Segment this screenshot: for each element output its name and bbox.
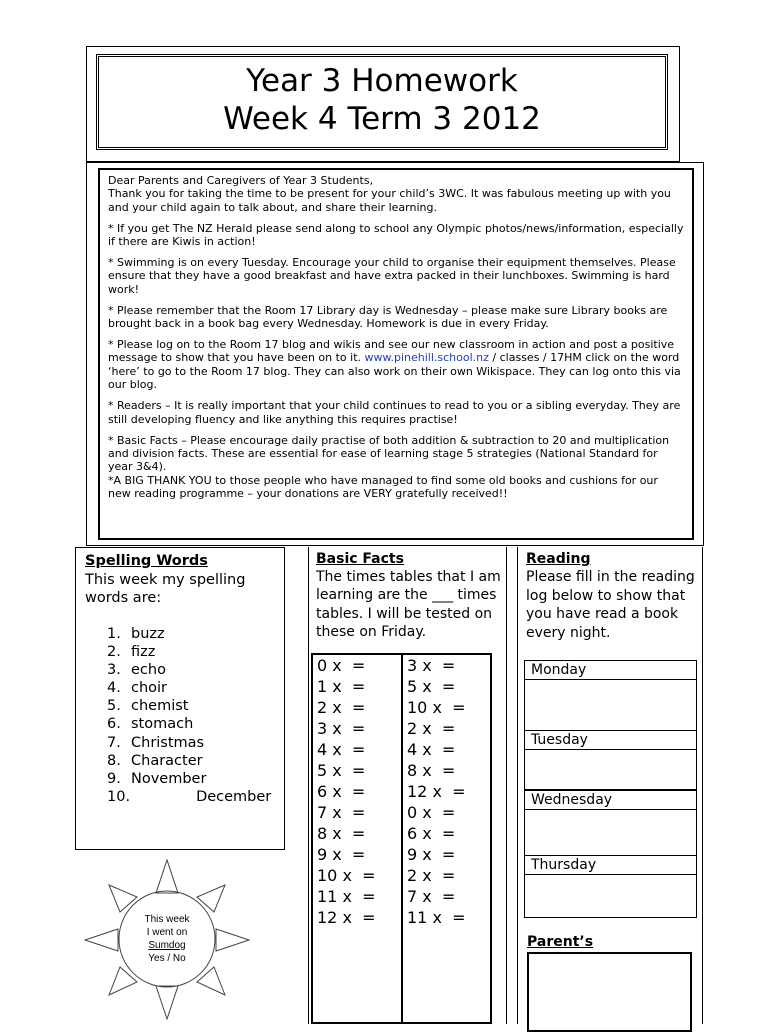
times-table-fact[interactable]: 2 x = [317,698,366,717]
reading-intro: Please fill in the reading log below to show that you have read a book every night. [526,569,695,641]
letter-readers: * Readers – It is really important that your child continues to read to you or a sibling everyday. They are still developing fluency and like anything this requires practise! [108,399,681,426]
parent-letter [98,168,694,540]
times-table-fact[interactable]: 8 x = [317,824,366,843]
times-table-fact[interactable]: 9 x = [407,845,456,864]
spelling-number: 5. [107,698,121,715]
title-line-2: Week 4 Term 3 2012 [223,101,541,137]
reading-log-tuesday[interactable] [524,750,697,790]
basic-facts-header [316,550,502,641]
spelling-word-text: choir [131,680,168,697]
times-table-fact[interactable]: 8 x = [407,761,456,780]
spelling-number: 8. [107,752,121,769]
basic-facts-intro: The times tables that I am learning are the ___ times tables. I will be tested on these on Friday. [316,569,501,640]
letter-herald: * If you get The NZ Herald please send along to school any Olympic photos/news/information, especially if there are Kiwis in action! [108,221,684,249]
spelling-word-text: echo [131,661,166,678]
times-table-fact[interactable]: 6 x = [407,824,456,843]
letter-swimming: * Swimming is on every Tuesday. Encourage your child to organise their equipment themselves. Please ensure that they have a good breakfast and have extra packed in their lunchboxes. Swimming is hard work! [108,256,676,296]
times-table-grid [311,653,492,1024]
sun-ray-icon [85,929,118,951]
times-table-fact[interactable]: 10 x = [407,698,466,717]
times-table-fact[interactable]: 0 x = [407,803,456,822]
spelling-word [107,715,275,733]
spelling-word-text: Christmas [131,734,205,751]
times-table-fact[interactable]: 11 x = [317,887,376,906]
spelling-word-text: fizz [131,643,156,660]
times-table-fact[interactable]: 4 x = [407,740,456,759]
reading-log-monday[interactable] [524,680,697,731]
reading-title: Reading [526,551,591,567]
title-line-1: Year 3 Homework [246,63,518,99]
letter-blog [108,338,684,392]
times-table-fact[interactable]: 11 x = [407,908,466,927]
sun-ray-icon [197,967,225,995]
sun-circle-icon [119,891,215,987]
times-table-fact[interactable]: 12 x = [317,908,376,927]
sun-ray-icon [109,967,137,995]
spelling-word [107,625,275,643]
sun-text-line-1: This week [144,914,190,925]
spelling-title: Spelling Words [85,553,208,569]
spelling-number: 3. [107,661,121,678]
letter-intro: Thank you for taking the time to be present for your child’s 3WC. It was fabulous meeting up with you and your child again to talk about, and share their learning. [108,187,671,214]
basic-facts-title: Basic Facts [316,551,404,567]
spelling-word-text: December [196,789,272,806]
spelling-word-text: stomach [131,716,194,733]
sun-text-line-2: I went on [146,927,188,938]
sun-text-line-4: Yes / No [148,953,186,964]
times-table-fact[interactable]: 9 x = [317,845,366,864]
times-table-fact[interactable]: 12 x = [407,782,466,801]
spelling-word [107,734,275,752]
times-table-fact[interactable]: 7 x = [317,803,366,822]
spelling-list [85,625,275,807]
spelling-word [107,788,275,806]
spelling-number: 2. [107,643,121,660]
spelling-number: 10. [107,789,131,806]
spelling-word [107,752,275,770]
reading-day-tuesday: Tuesday [524,730,697,750]
reading-log-wednesday[interactable] [524,810,697,856]
reading-header [526,550,702,642]
times-table-fact[interactable]: 2 x = [407,719,456,738]
sun-text-line-3: Sumdog [148,940,186,951]
spelling-word-text: Character [131,752,203,769]
spelling-intro: This week my spelling words are: [85,571,246,606]
spelling-word-text: buzz [131,625,165,642]
sun-ray-icon [156,986,178,1019]
spelling-number: 4. [107,680,121,697]
parents-title: Parent’s [527,934,594,950]
sun-ray-icon [156,860,178,893]
times-table-fact[interactable]: 5 x = [407,677,456,696]
school-website-link[interactable]: www.pinehill.school.nz [364,351,489,365]
parents-signature-box[interactable] [527,952,692,1032]
letter-blog-text-after: / classes / 17HM click on the word ‘here’ to go to the Room 17 blog. They can also work on their own Wikispace. They can log onto this via our blog. [108,351,681,392]
times-table-column-b [403,655,491,1022]
times-table-fact[interactable]: 7 x = [407,887,456,906]
sun-ray-icon [109,885,137,912]
letter-basic-facts: * Basic Facts – Please encourage daily practise of both addition & subtraction to 20 and multiplication and division facts. These are essential for ease of learning stage 5 strategies (National Standard for year 3&4). [108,433,670,474]
times-table-column-a [313,655,403,1022]
spelling-word-text: November [131,771,207,787]
letter-blog-text: * Please log on to the Room 17 blog and wikis and see our new classroom in action and post a positive message to show that you have been on to it. [108,338,675,365]
sumdog-sun [82,855,252,1024]
times-table-fact[interactable]: 1 x = [317,677,366,696]
spelling-word [107,679,275,697]
reading-day-monday: Monday [524,660,697,680]
times-table-fact[interactable]: 3 x = [317,719,366,738]
spelling-word [107,770,275,788]
letter-thanks: *A BIG THANK YOU to those people who have managed to find some old books and cushions for our new reading programme – your donations are VERY gratefully received!! [108,473,658,501]
sun-ray-icon [197,885,225,912]
spelling-section [75,547,285,850]
reading-day-wednesday: Wednesday [524,790,697,810]
spelling-word-text: chemist [131,698,189,715]
times-table-fact[interactable]: 3 x = [407,656,456,675]
spelling-number: 9. [107,771,121,787]
times-table-fact[interactable]: 0 x = [317,656,366,675]
times-table-fact[interactable]: 10 x = [317,866,376,885]
title-box [96,54,668,150]
reading-day-thursday: Thursday [524,855,697,875]
sun-ray-icon [216,929,249,951]
letter-library: * Please remember that the Room 17 Library day is Wednesday – please make sure Library books are brought back in a book bag every Wednesday. Homework is due in every Friday. [108,303,668,331]
letter-greeting: Dear Parents and Caregivers of Year 3 Students, [108,174,374,187]
times-table-fact[interactable]: 4 x = [317,740,366,759]
spelling-number: 7. [107,734,121,751]
times-table-fact[interactable]: 5 x = [317,761,366,780]
spelling-word [107,697,275,715]
spelling-number: 1. [107,625,121,642]
spelling-word [107,661,275,679]
spelling-number: 6. [107,716,121,733]
times-table-fact[interactable]: 6 x = [317,782,366,801]
reading-log-thursday[interactable] [524,875,697,918]
spelling-word [107,643,275,661]
times-table-fact[interactable]: 2 x = [407,866,456,885]
